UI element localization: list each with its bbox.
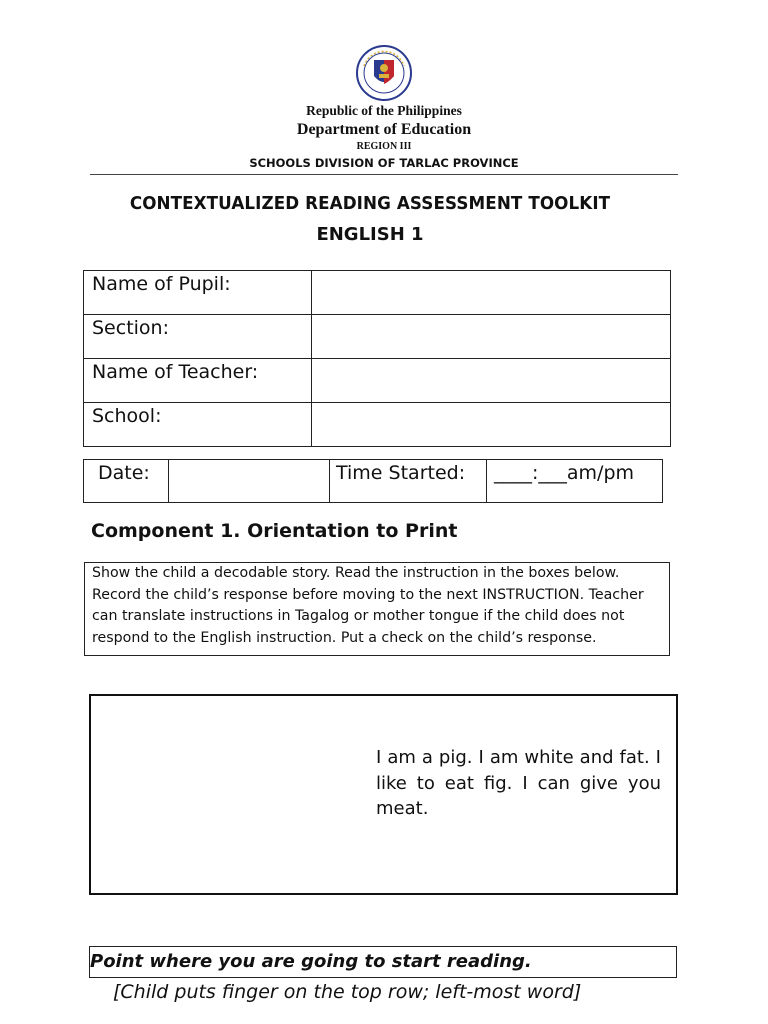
document-subject: ENGLISH 1 [316, 224, 424, 245]
header-division: SCHOOLS DIVISION OF TARLAC PROVINCE [249, 156, 519, 170]
deped-seal-logo [352, 44, 416, 102]
school-label: School: [84, 403, 312, 447]
date-field[interactable] [169, 460, 330, 503]
component-heading: Component 1. Orientation to Print [91, 520, 458, 542]
reading-prompt: Point where you are going to start reading. [89, 946, 677, 978]
expected-response: [Child puts finger on the top row; left-most word] [113, 981, 582, 1003]
table-row [84, 271, 671, 315]
school-field[interactable] [312, 403, 671, 447]
pupil-info-table [83, 270, 671, 447]
teacher-name-label: Name of Teacher: [84, 359, 312, 403]
instructions-box: Show the child a decodable story. Read the instruction in the boxes below. Record the child’s response before moving to the next INSTRUCTION. Teacher can translate instructions in Tagalog or mother tongue if the child does not respond to the English instruction. Put a check on the child’s response. [84, 562, 670, 656]
table-row [84, 359, 671, 403]
section-field[interactable] [312, 315, 671, 359]
header-republic: Republic of the Philippines [306, 103, 462, 118]
table-row [84, 460, 663, 503]
table-row [84, 315, 671, 359]
pupil-name-label: Name of Pupil: [84, 271, 312, 315]
header-divider [90, 174, 678, 175]
header-department: Department of Education [296, 121, 472, 138]
time-started-label: Time Started: [330, 460, 487, 503]
pupil-name-field[interactable] [312, 271, 671, 315]
table-row [84, 403, 671, 447]
header-region: REGION III [356, 141, 412, 152]
date-label: Date: [84, 460, 169, 503]
document-title: CONTEXTUALIZED READING ASSESSMENT TOOLKIT [129, 193, 611, 214]
time-started-field[interactable]: ____:___am/pm [487, 460, 663, 503]
teacher-name-field[interactable] [312, 359, 671, 403]
decodable-story-text: I am a pig. I am white and fat. I like to eat fig. I can give you meat. [376, 747, 661, 819]
date-time-table [83, 459, 663, 503]
section-label: Section: [84, 315, 312, 359]
